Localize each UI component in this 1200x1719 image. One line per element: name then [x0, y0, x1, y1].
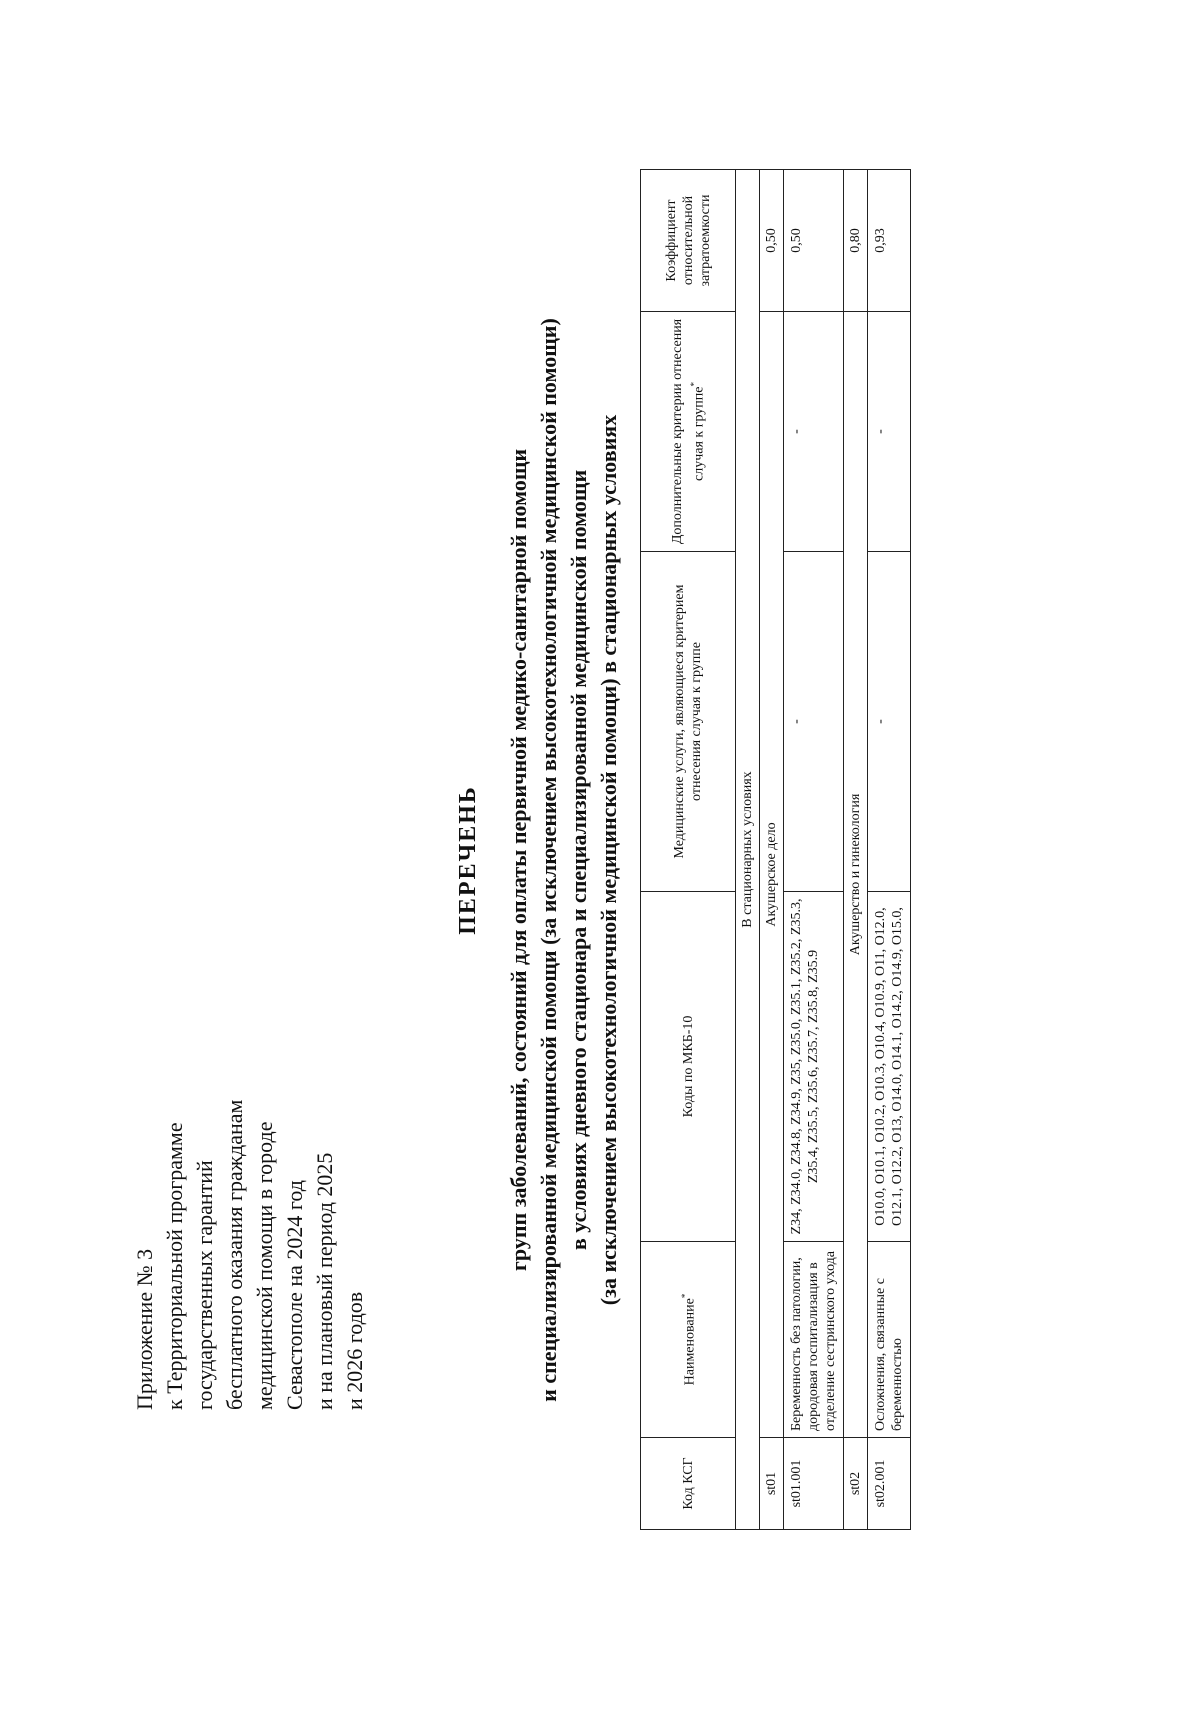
- row-icd: Z34, Z34.0, Z34.8, Z34.9, Z35, Z35.0, Z35.1, Z35.2, Z35.3, Z35.4, Z35.5, Z35.6, Z35.7, Z35.8, Z35.9: [784, 892, 844, 1242]
- header-criteria-label: Дополнительные критерии отнесения случая к группе: [669, 318, 707, 545]
- header-icd: Коды по МКБ-10: [641, 892, 736, 1242]
- subtitle-line: групп заболеваний, состояний для оплаты первичной медико-санитарной помощи: [506, 448, 531, 1272]
- header-services: Медицинские услуги, являющиеся критерием отнесения случая к группе: [641, 552, 736, 892]
- section-row: [736, 170, 760, 1530]
- subtitle-line: (за исключением высокотехнологичной медицинской помощи) в стационарных условиях: [596, 414, 621, 1306]
- row-name: Осложнения, связанные с беременностью: [868, 1242, 911, 1438]
- header-name: [641, 1242, 736, 1438]
- annex-line: Севастополе на 2024 год: [282, 1180, 307, 1410]
- document-page: [120, 160, 1080, 1560]
- header-criteria: [641, 312, 736, 552]
- row-coef: 0,93: [868, 170, 911, 312]
- header-code: Код КСГ: [641, 1438, 736, 1530]
- table-row: [868, 170, 911, 1530]
- header-coef: Коэффициент относительной затратоемкости: [641, 170, 736, 312]
- group-code: st01: [760, 1438, 784, 1530]
- annex-line: к Территориальной программе: [162, 1122, 187, 1410]
- row-services: -: [868, 552, 911, 892]
- row-criteria: -: [784, 312, 844, 552]
- row-icd: O10.0, O10.1, O10.2, O10.3, O10.4, O10.9, O11, O12.0, O12.1, O12.2, O13, O14.0, O14.1, O14.2, O14.9, O15.0,: [868, 892, 911, 1242]
- section-title: В стационарных условиях: [736, 170, 760, 1530]
- ksg-table: [640, 169, 911, 1530]
- annex-header: [130, 970, 370, 1410]
- row-criteria: -: [868, 312, 911, 552]
- annex-line: государственных гарантий: [192, 1160, 217, 1410]
- subtitle-line: в условиях дневного стационара и специализированной медицинской помощи: [566, 469, 591, 1251]
- table-row: [844, 170, 868, 1530]
- row-name: Беременность без патологии, дородовая госпитализация в отделение сестринского ухода: [784, 1242, 844, 1438]
- row-services: -: [784, 552, 844, 892]
- group-title: Акушерство и гинекология: [844, 312, 868, 1438]
- row-code: st01.001: [784, 1438, 844, 1530]
- header-name-label: Наименование: [682, 1298, 698, 1386]
- document-subtitle: [504, 160, 624, 1560]
- document-title: ПЕРЕЧЕНЬ: [455, 785, 481, 935]
- annex-line: и 2026 годов: [342, 1291, 367, 1410]
- document-heading: [455, 160, 624, 1560]
- annex-line: бесплатного оказания гражданам: [222, 1099, 247, 1410]
- subtitle-line: и специализированной медицинской помощи (за исключением высокотехнологичной медицинской помощи): [536, 318, 561, 1402]
- annex-line: медицинской помощи в городе: [252, 1121, 277, 1410]
- group-title: Акушерское дело: [760, 312, 784, 1438]
- table-row: [784, 170, 844, 1530]
- footnote-mark: *: [688, 382, 699, 387]
- group-coef: 0,50: [760, 170, 784, 312]
- row-coef: 0,50: [784, 170, 844, 312]
- group-coef: 0,80: [844, 170, 868, 312]
- table-row: [760, 170, 784, 1530]
- group-code: st02: [844, 1438, 868, 1530]
- footnote-mark: *: [680, 1293, 691, 1299]
- annex-line: и на плановый период 2025: [312, 1152, 337, 1410]
- table-header-row: [641, 170, 736, 1530]
- row-code: st02.001: [868, 1438, 911, 1530]
- annex-line: Приложение № 3: [132, 1248, 157, 1410]
